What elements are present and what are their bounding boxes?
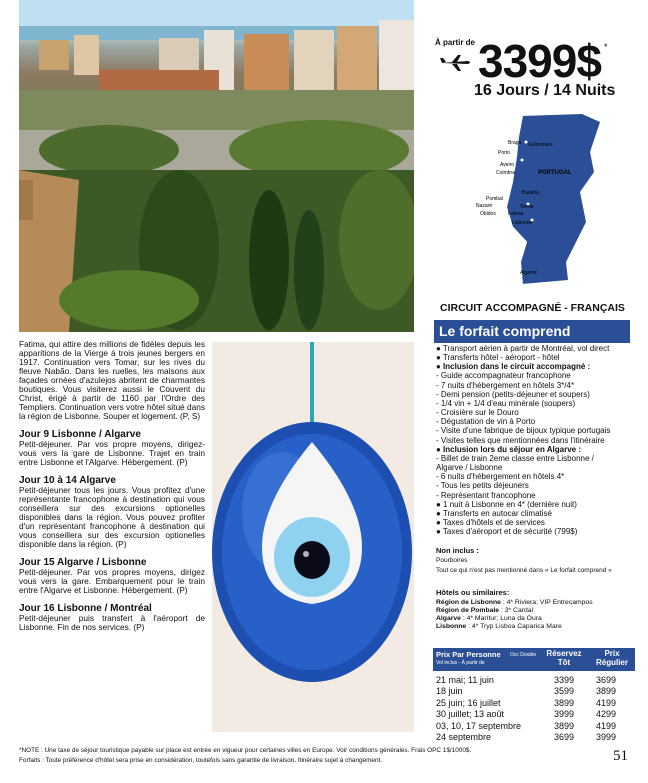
row-early-price: 3899 — [554, 697, 575, 708]
price-amount: 3399$ — [478, 35, 601, 87]
map-label-guimaraes: Guimaraes — [528, 142, 553, 148]
forfait-item: - Tous les petits déjeuners — [436, 481, 529, 491]
forfait-item: - Visite d'une fabrique de bijoux typique portugais — [436, 426, 611, 436]
header-occ-double: Occ Double — [510, 652, 537, 658]
forfait-item: Algarve / Lisbonne — [436, 463, 503, 473]
day-text: Petit-déjeuner. Par vos propre moyens, dirigez-vous vers la gare de Lisbonne. Trajet en train entre Lisbonne et l'Algarve. Hébergement. (P) — [19, 439, 205, 467]
portugal-map — [476, 112, 607, 287]
non-inclus-title: Non inclus : — [436, 546, 479, 555]
header-regular: Prix Régulier — [595, 649, 628, 667]
row-regular-price: 3899 — [596, 686, 617, 697]
forfait-item: - 6 nuits d'hébergement en hôtels 4* — [436, 472, 565, 482]
forfait-item: - 1/4 vin + 1/4 d'eau minérale (soupers) — [436, 398, 576, 408]
forfait-item: ● Taxes d'hôtels et de services — [436, 517, 545, 527]
forfait-item: ● Transport aérien à partir de Montréal, vol direct — [436, 344, 610, 353]
hotel-region: Lisbonne — [436, 623, 467, 630]
hotel-line — [436, 607, 533, 614]
day-title: Jour 9 Lisbonne / Algarve — [19, 429, 141, 440]
airplane-icon — [440, 54, 472, 72]
map-label-braga: Braga — [508, 140, 522, 146]
circuit-title: CIRCUIT ACCOMPAGNÉ - FRANÇAIS — [440, 302, 625, 314]
hotel-names: : 4* Tryp Lisboa Caparica Mare — [466, 623, 562, 630]
header-early: Réservez Tôt — [546, 649, 582, 667]
itinerary-text — [19, 340, 205, 632]
row-regular-price: 4199 — [596, 697, 617, 708]
map-label-lisbonne: Lisbonne — [512, 220, 533, 226]
forfait-item: - 7 nuits d'hébergement en hôtels 3*/4* — [436, 380, 575, 390]
row-regular-price: 4199 — [596, 720, 617, 731]
hotels-title: Hôtels ou similaires: — [436, 588, 510, 597]
forfait-item: ● Transferts hôtel - aéroport - hôtel — [436, 353, 560, 363]
row-dates: 24 septembre — [436, 731, 492, 742]
hotel-names: : 4* Riviera; VIP Entrecampos — [500, 599, 593, 606]
forfait-item: ● Taxes d'aéroport et de sécurité (799$) — [436, 527, 578, 537]
hotel-region: Région de Lisbonne — [436, 599, 501, 606]
map-label-porto: Porto — [498, 150, 510, 156]
hotel-line — [436, 623, 562, 630]
forfait-header: Le forfait comprend — [434, 320, 630, 343]
hotel-region: Algarve — [436, 615, 461, 622]
non-inclus-line: Pourboires — [436, 557, 468, 564]
forfait-item: - Croisière sur le Douro — [436, 408, 519, 418]
footer-forfaits: Forfaits : Toute préférence d'hôtel sera prise en considération, toutefois sans garantie de livraison. Itinéraire sujet à changement. — [19, 757, 383, 764]
day-title: Jour 10 à 14 Algarve — [19, 475, 116, 486]
map-label-fatima: Fatima — [508, 211, 524, 217]
day-text: Petit-déjeuner tous les jours. Vous profitez d'une représentante francophone à destination qui vous conseillera sur des excursions optionelles disponibles dans la région. Vous pouvez profiter d'un représentant francophone à destination qui vous conseillera sur des excursion optionelles disponible dans la région. (P) — [19, 485, 205, 549]
map-label-tomar: Tomar — [520, 204, 534, 210]
row-regular-price: 4299 — [596, 709, 617, 720]
forfait-item: ● Transferts en autocar climatisé — [436, 508, 552, 518]
footer-note: *NOTE : Une taxe de séjour touristique payable sur place est entrée en vigueur pour certaines villes en Europe. Voir conditions générales. Frais OPC 1$/1000$. — [19, 747, 472, 754]
row-dates: 30 juillet; 13 août — [436, 709, 505, 720]
row-early-price: 3399 — [554, 675, 575, 685]
table-row — [433, 708, 635, 719]
day-title: Jour 15 Algarve / Lisbonne — [19, 557, 147, 568]
hotel-region: Région de Pombale — [436, 607, 500, 614]
table-row — [433, 731, 635, 742]
table-row — [433, 720, 635, 731]
row-dates: 25 juin; 16 juillet — [436, 697, 501, 708]
evil-eye-illustration — [212, 342, 414, 732]
table-row — [433, 697, 635, 708]
map-label-pombal: Pombal — [486, 196, 503, 202]
hotel-line — [436, 615, 542, 622]
row-early-price: 3999 — [554, 709, 575, 720]
forfait-item: ● Inclusion lors du séjour en Algarve : — [436, 444, 582, 454]
forfait-item: - Guide accompagnateur francophone — [436, 371, 571, 381]
row-dates: 18 juin — [436, 686, 463, 697]
forfait-list — [436, 344, 636, 536]
row-dates: 21 mai; 11 juin — [436, 675, 494, 685]
price-from-label: À partir de — [435, 38, 476, 47]
map-label-country: PORTUGAL — [538, 170, 572, 176]
row-regular-price: 3699 — [596, 675, 617, 685]
row-early-price: 3899 — [554, 720, 575, 731]
city-photo — [19, 0, 414, 332]
map-label-obidos: Obidos — [480, 211, 496, 217]
itinerary-intro: Fatima, qui attire des millions de fidèles depuis les apparitions de la Vierge à trois jeunes bergers en 1917. Continuation vers Tomar, sur les rives du fleuve Nabão. Dans les ruelles, les maisons aux façades ornées d'azulejos abritent de charmantes boutiques. Vous visiterez aussi le Couvent du Christ, érigé à partir de 1160 par l'Ordre des Templiers. Continuation vers votre hôtel situé dans la région de Lisbonne. Souper et logement. (P, S) — [19, 339, 205, 421]
forfait-item: ● Inclusion dans le circuit accompagné : — [436, 362, 591, 372]
row-early-price: 3599 — [554, 686, 575, 697]
row-dates: 03, 10, 17 septembre — [436, 720, 522, 731]
map-label-aveiro: Aveiro — [500, 162, 515, 168]
table-row — [433, 685, 635, 696]
forfait-item: - Dégustation de vin à Porto — [436, 417, 536, 427]
day-text: Petit-déjeuner puis transfert à l'aéroport de Lisbonne. Fin de nos services. (P) — [19, 613, 205, 632]
trip-duration: 16 Jours / 14 Nuits — [474, 82, 616, 99]
day-text: Petit-déjeuner. Par vos propres moyens, dirigez vous vers la gare. Embarquement pour le train entre l'Algarve et Lisbonne. Hébergement. (P) — [19, 567, 205, 595]
hotel-line — [436, 599, 593, 606]
price-table — [433, 648, 635, 742]
price-table-header — [433, 648, 635, 671]
header-vol-inclus: Vol inclus - À partir de — [436, 660, 485, 666]
city-photo-illustration — [19, 0, 414, 332]
day-title: Jour 16 Lisbonne / Montréal — [19, 603, 152, 614]
map-label-nazare: Nazaré — [476, 203, 493, 209]
evil-eye-photo — [212, 342, 414, 732]
header-per-person: Prix Par Personne — [436, 650, 501, 659]
map-label-coimbra: Coimbra — [496, 170, 515, 176]
forfait-item: ● 1 nuit à Lisbonne en 4* (dernière nuit) — [436, 499, 577, 509]
forfait-item: - Billet de train 2eme classe entre Lisbonne / — [436, 453, 594, 463]
row-regular-price: 3999 — [596, 731, 617, 742]
forfait-item: - Représentant francophone — [436, 490, 536, 500]
row-early-price: 3699 — [554, 731, 575, 742]
table-row — [433, 674, 635, 685]
forfait-item: - Demi pension (petits-déjeuner et soupers) — [436, 389, 590, 399]
page-number: 51 — [613, 748, 628, 764]
non-inclus-line: Tout ce qui n'est pas mentionné dans « Le forfait comprend » — [436, 567, 612, 574]
map-label-batalha: Batalha — [522, 190, 539, 196]
map-label-algarve: Algarve — [520, 270, 537, 276]
hotel-names: : 4* Marítur; Luna da Oura — [460, 615, 542, 622]
price-asterisk: * — [604, 42, 608, 52]
forfait-item: - Visites telles que mentionnées dans l'itinéraire — [436, 435, 605, 445]
hotel-names: : 3* Cardal — [499, 607, 534, 614]
